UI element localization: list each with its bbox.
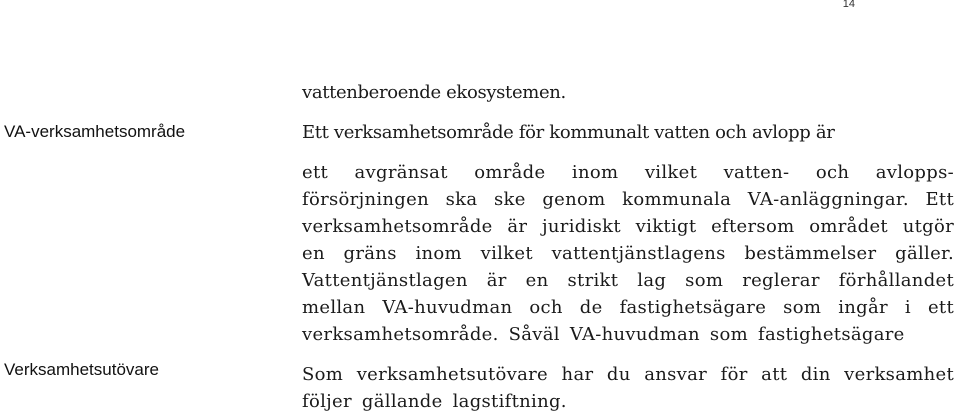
definition-va-verksamhetsomrade: ett avgränsat område inom vilket vatten- och avlopps-försörjningen ska ske genom kommunala VA-anläggningar. Ett verksamhetsområde är juridiskt viktigt eftersom området utgör en gräns inom vilket vattentjänstlagens bestämmelser gäller. Vattentjänstlagen är en strikt lag som reglerar förhållandet mellan VA-huvudman och de fastighetsägare som ingår i ett verksamhetsområde. Såväl VA-huvudman som fastighetsägare <box>302 162 954 345</box>
continuation-fragment: vattenberoende ekosystemen. <box>302 82 566 103</box>
definition-verksamhetsutovare: Som verksamhetsutövare har du ansvar för att din verksamhet följer gällande lagstiftning. <box>302 364 954 412</box>
term-va-verksamhetsomrade: VA-verksamhetsområde <box>4 122 186 141</box>
definition-first-line: Ett verksamhetsområde för kommunalt vatten och avlopp är <box>302 122 835 143</box>
term-verksamhetsutovare: Verksamhetsutövare <box>4 360 159 379</box>
page-number: 14 <box>842 0 855 10</box>
